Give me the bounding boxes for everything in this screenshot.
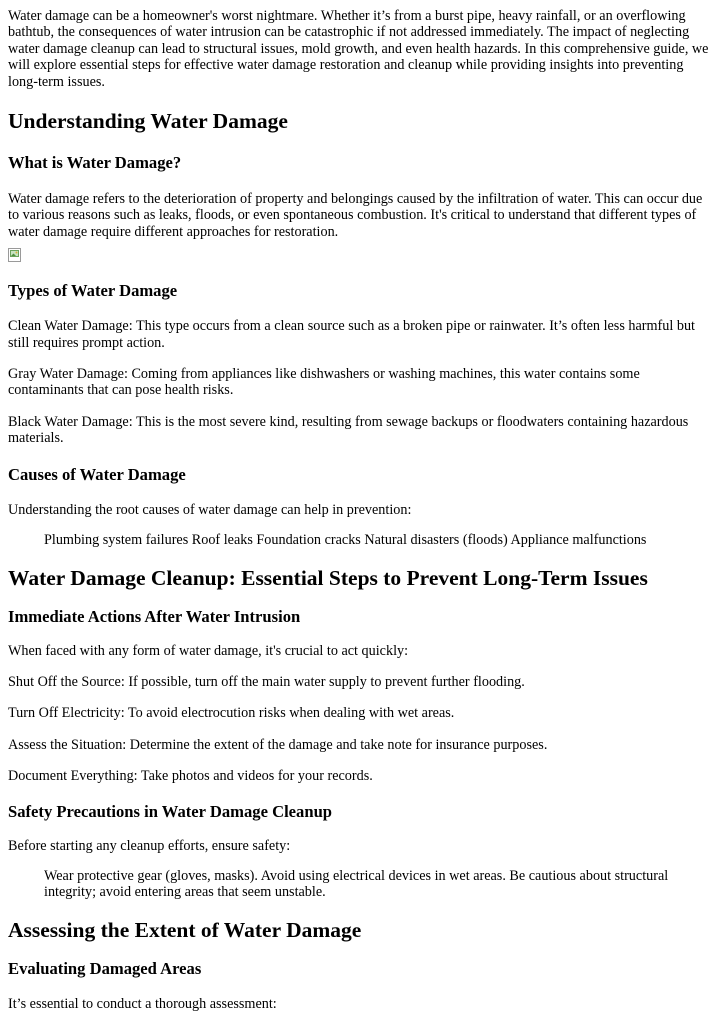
causes-list: Plumbing system failures Roof leaks Foundation cracks Natural disasters (floods) Appliance malfunctions: [44, 532, 647, 549]
heading-assessing: Assessing the Extent of Water Damage: [8, 917, 362, 942]
safety-intro: Before starting any cleanup efforts, ensure safety:: [8, 837, 291, 854]
heading-what-is-water-damage: What is Water Damage?: [8, 153, 182, 173]
broken-image-icon: [8, 248, 22, 262]
article: [0, 8, 720, 1012]
heading-types-of-water-damage: Types of Water Damage: [8, 281, 178, 301]
causes-intro: Understanding the root causes of water damage can help in prevention:: [8, 501, 412, 518]
heading-safety-precautions: Safety Precautions in Water Damage Cleanup: [8, 801, 333, 821]
intro-paragraph: Water damage can be a homeowner's worst nightmare. Whether it’s from a burst pipe, heavy rainfall, or an overflowing bathtub, the consequences of water intrusion can be catastrophic if not addressed immediately. The impact of neglecting water damage cleanup can lead to structural issues, mold growth, and even health hazards. In this comprehensive guide, we will explore essential steps for effective water damage restoration and cleanup while providing insights into preventing long-term issues.: [8, 8, 709, 90]
heading-understanding: Understanding Water Damage: [8, 109, 288, 134]
type-black-water: Black Water Damage: This is the most severe kind, resulting from sewage backups or floodwaters containing hazardous materials.: [8, 413, 689, 447]
step-assess-situation: Assess the Situation: Determine the extent of the damage and take note for insurance purposes.: [8, 736, 548, 753]
heading-cleanup: Water Damage Cleanup: Essential Steps to Prevent Long-Term Issues: [8, 565, 648, 590]
step-document-everything: Document Everything: Take photos and videos for your records.: [8, 768, 373, 785]
what-is-body: Water damage refers to the deterioration of property and belongings caused by the infiltration of water. This can occur due to various reasons such as leaks, floods, or even spontaneous combustion. It's critical to understand that different types of water damage require different approaches for restoration.: [8, 191, 703, 240]
article-image: [8, 248, 712, 268]
step-shut-off-source: Shut Off the Source: If possible, turn off the main water supply to prevent further flooding.: [8, 673, 525, 690]
heading-causes: Causes of Water Damage: [8, 464, 186, 484]
step-turn-off-electricity: Turn Off Electricity: To avoid electrocution risks when dealing with wet areas.: [8, 705, 455, 722]
heading-evaluating-damaged-areas: Evaluating Damaged Areas: [8, 958, 202, 978]
safety-list: Wear protective gear (gloves, masks). Avoid using electrical devices in wet areas. Be cautious about structural integrity; avoid entering areas that seem unstable.: [44, 867, 669, 901]
evaluating-intro: It’s essential to conduct a thorough assessment:: [8, 995, 277, 1012]
immediate-intro: When faced with any form of water damage, it's crucial to act quickly:: [8, 642, 409, 659]
heading-immediate-actions: Immediate Actions After Water Intrusion: [8, 606, 301, 626]
type-clean-water: Clean Water Damage: This type occurs from a clean source such as a broken pipe or rainwater. It’s often less harmful but still requires prompt action.: [8, 318, 695, 351]
type-gray-water: Gray Water Damage: Coming from appliances like dishwashers or washing machines, this water contains some contaminants that can pose health risks.: [8, 366, 640, 399]
